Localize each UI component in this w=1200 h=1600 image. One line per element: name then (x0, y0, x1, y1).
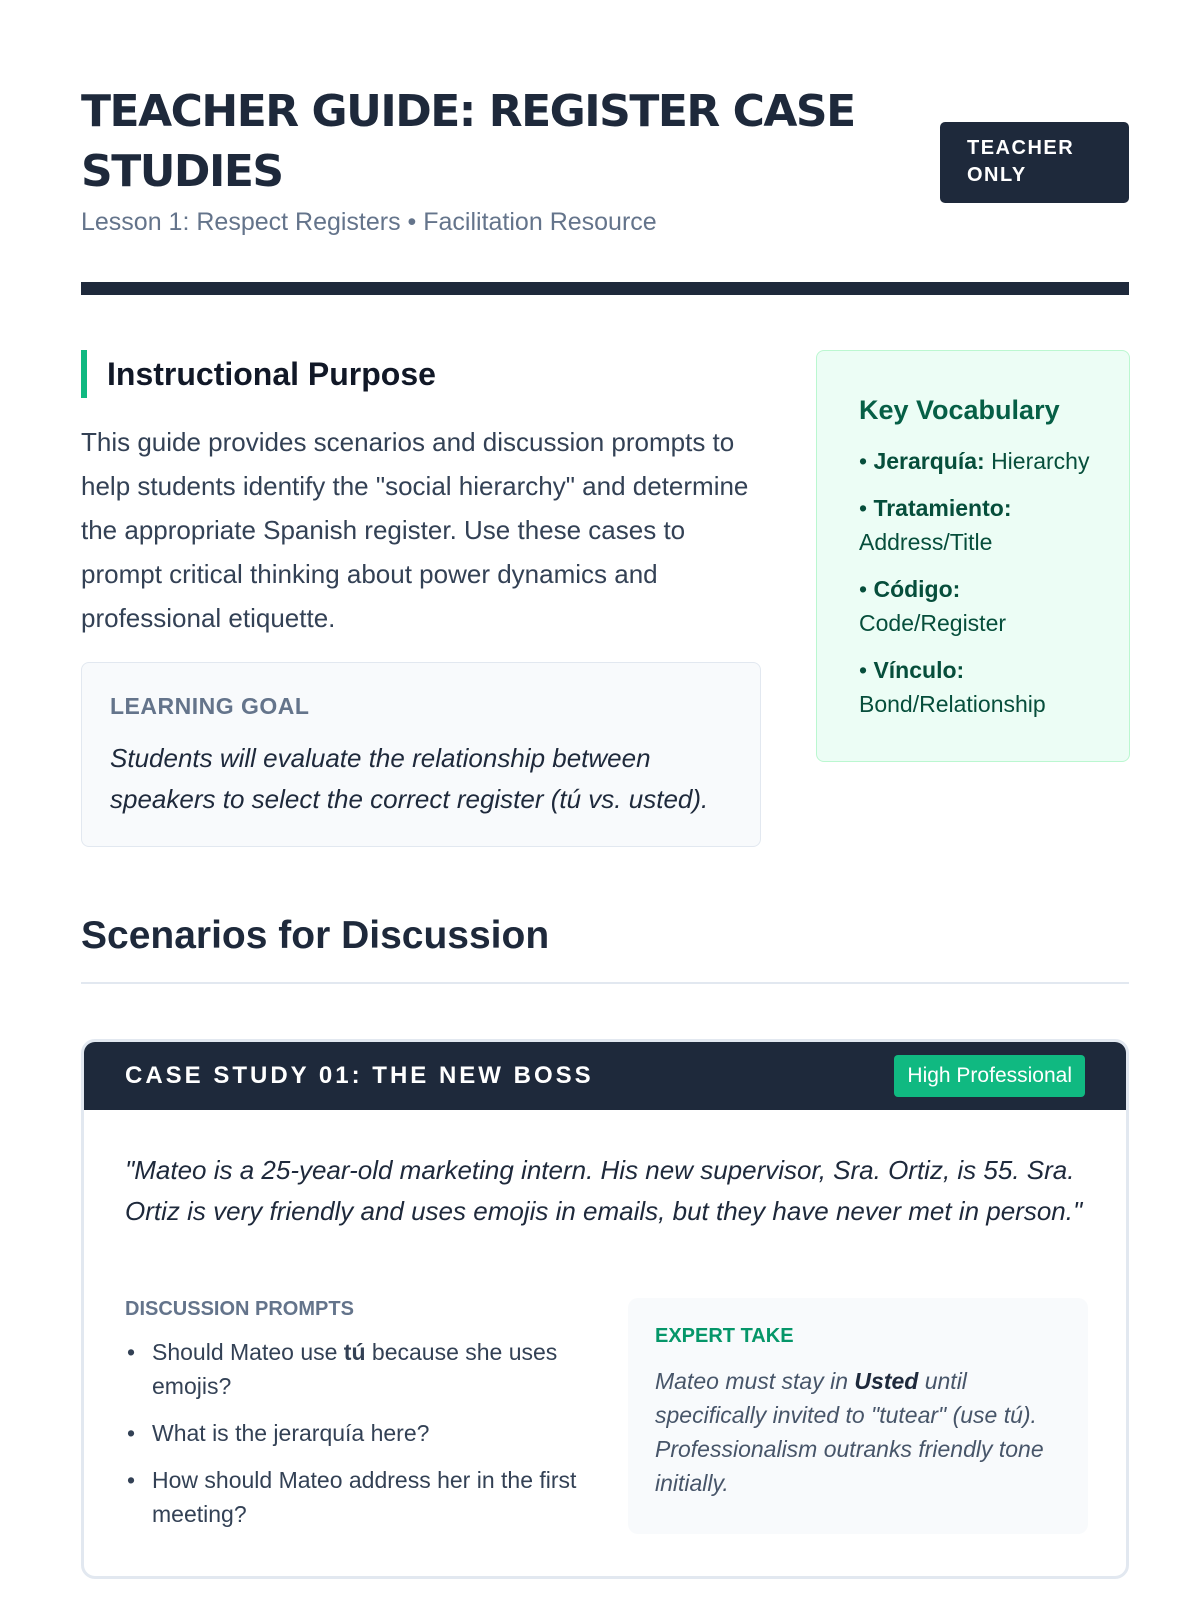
vocabulary-title: Key Vocabulary (859, 395, 1060, 425)
case-study-quote: "Mateo is a 25-year-old marketing intern. His new supervisor, Sra. Ortiz, is 55. Sra. Ortiz is very friendly and uses emojis in emails, but they have never met in person." (125, 1155, 1083, 1226)
register-level-tag: High Professional (894, 1055, 1085, 1097)
page-subtitle: Lesson 1: Respect Registers • Facilitation Resource (81, 208, 657, 236)
learning-goal-box (81, 662, 761, 847)
learning-goal-text: Students will evaluate the relationship between speakers to select the correct register (tú vs. usted). (110, 743, 709, 814)
vocab-term: Vínculo: (873, 657, 965, 683)
case-study-header (84, 1042, 1126, 1110)
key-vocabulary-box (816, 350, 1130, 762)
case-study-title: CASE STUDY 01: THE NEW BOSS (125, 1062, 594, 1089)
page-header (81, 82, 1129, 237)
purpose-body: This guide provides scenarios and discussion prompts to help students identify the "social hierarchy" and determine the appropriate Spanish register. Use these cases to prompt critical thinking about power dynamics and professional etiquette. (81, 427, 749, 633)
purpose-heading-row (81, 350, 761, 398)
expert-text-part: Mateo must stay in (655, 1368, 855, 1394)
discussion-prompts (125, 1298, 585, 1544)
vocab-meaning: Code/Register (859, 610, 1007, 636)
vocab-item: • Código: Code/Register (859, 576, 1007, 636)
vocab-term: Jerarquía: (873, 448, 985, 474)
prompt-item: • How should Mateo address her in the first meeting? (125, 1463, 585, 1531)
vocab-term: Código: (873, 576, 961, 602)
prompt-text: because she uses emojis? (152, 1339, 558, 1399)
prompt-list (125, 1335, 585, 1531)
expert-take-box (628, 1298, 1088, 1534)
expert-take-text (655, 1364, 1064, 1500)
badge-line-2: ONLY (967, 164, 1027, 186)
header-divider (81, 282, 1129, 295)
expert-text-part: until specifically invited to "tutear" (use tú). Professionalism outranks friendly tone initially. (655, 1368, 1044, 1496)
prompt-item (125, 1335, 585, 1403)
teacher-only-badge (940, 122, 1129, 203)
discussion-prompts-label: DISCUSSION PROMPTS (125, 1298, 354, 1320)
learning-goal-label: LEARNING GOAL (110, 693, 310, 719)
vocab-item: • Tratamiento: Address/Title (859, 495, 1012, 555)
case-study-card (81, 1039, 1129, 1579)
expert-take-label: EXPERT TAKE (655, 1325, 794, 1347)
page-title: TEACHER GUIDE: REGISTER CASE STUDIES (81, 86, 855, 197)
badge-line-1: TEACHER (967, 137, 1075, 159)
expert-emphasis: Usted (854, 1368, 919, 1394)
vocab-item: • Vínculo: Bond/Relationship (859, 657, 1046, 717)
scenarios-divider (81, 982, 1129, 984)
purpose-heading: Instructional Purpose (107, 355, 436, 392)
vocab-meaning: Address/Title (859, 529, 993, 555)
vocab-item: • Jerarquía: Hierarchy (859, 448, 1090, 474)
prompt-text: Should Mateo use (152, 1339, 344, 1365)
prompt-item: • What is the jerarquía here? (125, 1416, 585, 1450)
vocab-meaning: Hierarchy (991, 448, 1090, 474)
accent-bar (81, 350, 87, 398)
vocab-meaning: Bond/Relationship (859, 691, 1046, 717)
vocab-term: Tratamiento: (873, 495, 1012, 521)
instructional-purpose-section (81, 350, 761, 640)
scenarios-heading: Scenarios for Discussion (81, 914, 550, 957)
prompt-emphasis: tú (343, 1339, 366, 1365)
